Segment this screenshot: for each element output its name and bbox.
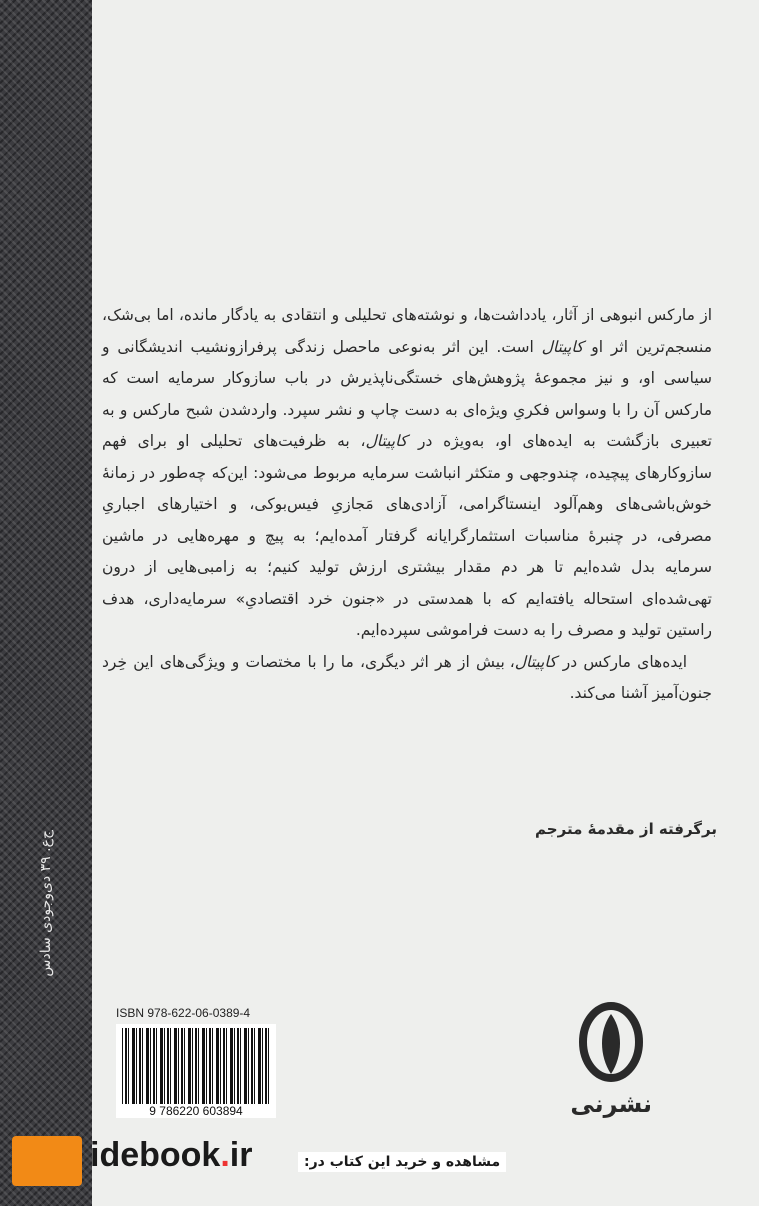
book-title-italic: کاپیتال <box>514 652 557 671</box>
book-title-italic: کاپیتال <box>541 337 584 356</box>
spine-title: ج‌ع. ۳۹ دی‌وجود‌ی ساد‌س <box>38 830 54 977</box>
blurb-source: برگرفته از مقدمهٔ مترجم <box>535 820 717 838</box>
blurb-text-segment: ، به ظرفیت‌های تحلیلی او برای فهم ساز‌وکارهای پیچیده، چندوجهی و متکثر انباشت سرمایه مربوط می‌شود: این‌که چه‌طور در زمانهٔ خوش‌باشی‌های وهم‌آلود اینستاگرامی، آزادی‌های مَجازیِ فیس‌بوکی، و اختیارهای اجباریِ مصرفی، در چنبرهٔ مناسبات استثمارگرایانه گرفتار آمده‌ایم؛ به پیچ و مهره‌هایی در ماشین سرمایه بدل شده‌ایم تا هر دم مقدار بیشتری ارزش تولید کنیم؛ به زامبی‌هایی از درون تهی‌شده‌ای استحاله یافته‌ایم که با همدستی در «جنون خرد اقتصادیِ» سرمایه‌داری، هدف راستین تولید و مصرف را به دست فراموشی سپرده‌ایم. <box>102 432 712 639</box>
book-spine <box>0 0 92 1206</box>
publisher-logo-icon <box>578 1000 644 1090</box>
back-cover <box>92 0 759 1206</box>
publisher-name: نشرنی <box>570 1090 652 1118</box>
barcode-bars <box>122 1028 270 1104</box>
blurb-paragraph-1 <box>102 300 712 647</box>
blurb-text <box>102 300 712 710</box>
blurb-paragraph-2 <box>102 647 712 710</box>
blurb-text-segment: است. این اثر به‌نوعی ماحصل زندگی پرفرازونشیب اندیشگانی و سیاسی او، و نیز مجموعهٔ پژوهش‌های خستگی‌ناپذیرش در باب ساز‌وکار سرمایه است که مارکس آن را با وسواس فکریِ ویژه‌ای به دست چاپ و نشر سپرد. واردشدن شبح مارکس و به تعبیری بازگشت به ایده‌های او، به‌ویژه در <box>102 337 712 450</box>
blurb-text-segment: ایده‌های مارکس در <box>556 652 688 671</box>
barcode <box>116 1024 276 1118</box>
blurb-text-segment: ، بیش از هر اثر دیگری، ما را با مختصات و ویژگی‌های این خِرد جنون‌آمیز آشنا می‌کند. <box>102 652 712 702</box>
isbn-label: ISBN 978-622-06-0389-4 <box>116 1006 251 1020</box>
book-icon <box>12 1136 82 1186</box>
blurb-text-segment: از مارکس انبوهی از آثار، یادداشت‌ها، و نوشته‌های تحلیلی و انتقادی به یادگار مانده، اما بی‌شک، منسجم‌ترین اثر او <box>102 306 712 356</box>
barcode-digits: 9 786220 603894 <box>149 1104 243 1118</box>
promo-banner[interactable] <box>92 1122 532 1206</box>
banner-cta: مشاهده و خرید این کتاب در: <box>298 1152 506 1172</box>
book-title-italic: کاپیتال <box>365 432 408 450</box>
banner-brand: idebook.ir <box>90 1136 253 1174</box>
